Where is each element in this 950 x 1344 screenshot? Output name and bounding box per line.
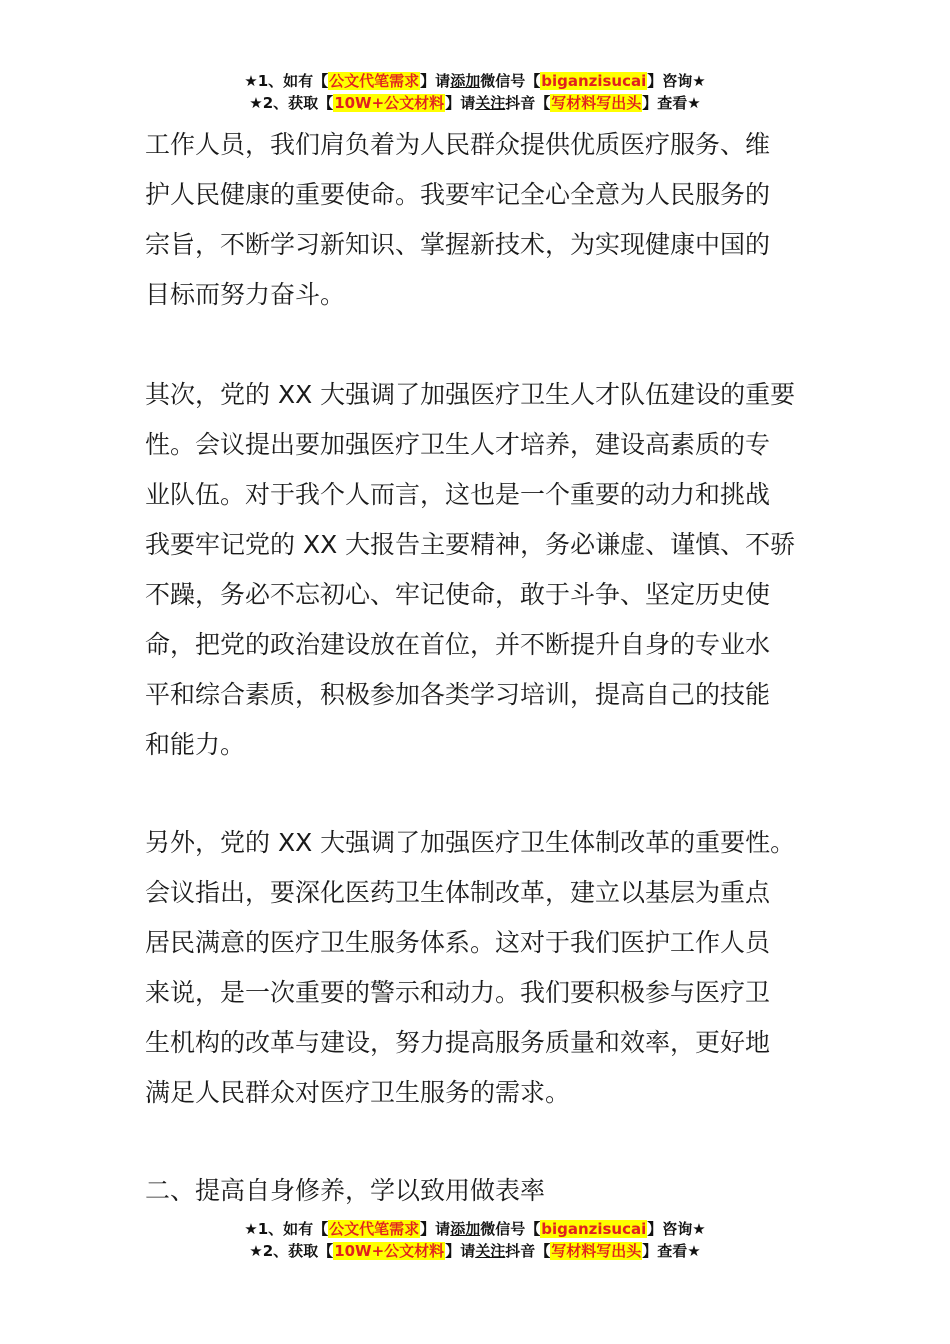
banner-line-1-prefix: ★1、如有【 (244, 72, 329, 90)
banner-line-1-mid2: 微信号【 (480, 72, 541, 90)
footer-line-1-underlined: 添加 (450, 1220, 481, 1238)
section-heading (145, 1166, 810, 1216)
banner-line-2-underlined: 关注 (475, 94, 506, 112)
footer-line-1-suffix: 】咨询★ (647, 1220, 706, 1238)
footer-banner (0, 1218, 950, 1262)
banner-highlight-douyin: 写材料写出头 (551, 94, 642, 112)
footer-line-1-prefix: ★1、如有【 (244, 1220, 329, 1238)
footer-banner-line-2 (0, 1240, 950, 1262)
section-heading-text: 二、提高自身修养，学以致用做表率 (145, 1176, 546, 1205)
footer-line-2-mid1: 】请 (445, 1242, 476, 1260)
banner-line-1 (0, 70, 950, 92)
banner-line-2-prefix: ★2、获取【 (249, 94, 334, 112)
banner-line-1-underlined: 添加 (450, 72, 481, 90)
banner-line-1-suffix: 】咨询★ (647, 72, 706, 90)
banner-line-2 (0, 92, 950, 114)
banner-line-1-mid1: 】请 (420, 72, 451, 90)
footer-highlight-wechat-id: biganzisucai (541, 1220, 647, 1238)
footer-line-2-underlined: 关注 (475, 1242, 506, 1260)
banner-highlight-materials: 10W+公文材料 (334, 94, 445, 112)
paragraph-2-text: 其次，党的 XX 大强调了加强医疗卫生人才队伍建设的重要 性。会议提出要加强医疗卫生人才培养，建设高素质的专 业队伍。对于我个人而言，这也是一个重要的动力和挑战 我要牢记党的 XX 大报告主要精神，务必谦虚、谨慎、不骄 不躁，务必不忘初心、牢记使命，敢于斗争、坚定历史使 命，把党的政治建设放在首位，并不断提升自身的专业水 平和综合素质，积极参加各类学习培训，提高自己的技能 和能力。 (145, 380, 796, 759)
banner-line-2-suffix: 】查看★ (642, 94, 701, 112)
paragraph-1 (145, 120, 810, 320)
banner-line-2-mid2: 抖音【 (505, 94, 551, 112)
footer-highlight-douyin: 写材料写出头 (551, 1242, 642, 1260)
footer-banner-line-1 (0, 1218, 950, 1240)
footer-line-2-mid2: 抖音【 (505, 1242, 551, 1260)
header-banner (0, 70, 950, 114)
paragraph-1-text: 工作人员，我们肩负着为人民群众提供优质医疗服务、维 护人民健康的重要使命。我要牢记全心全意为人民服务的 宗旨，不断学习新知识、掌握新技术，为实现健康中国的 目标而努力奋斗。 (145, 130, 771, 309)
footer-line-1-mid2: 微信号【 (480, 1220, 541, 1238)
paragraph-3 (145, 818, 810, 1118)
banner-line-2-mid1: 】请 (445, 94, 476, 112)
footer-line-1-mid1: 】请 (420, 1220, 451, 1238)
paragraph-2 (145, 370, 810, 770)
banner-highlight-service: 公文代笔需求 (329, 72, 420, 90)
paragraph-3-text: 另外，党的 XX 大强调了加强医疗卫生体制改革的重要性。 会议指出，要深化医药卫生体制改革，建立以基层为重点 居民满意的医疗卫生服务体系。这对于我们医护工作人员 来说，是一次重要的警示和动力。我们要积极参与医疗卫 生机构的改革与建设，努力提高服务质量和效率，更好地 满足人民群众对医疗卫生服务的需求。 (145, 828, 796, 1107)
footer-highlight-service: 公文代笔需求 (329, 1220, 420, 1238)
footer-line-2-suffix: 】查看★ (642, 1242, 701, 1260)
banner-highlight-wechat-id: biganzisucai (541, 72, 647, 90)
footer-line-2-prefix: ★2、获取【 (249, 1242, 334, 1260)
footer-highlight-materials: 10W+公文材料 (334, 1242, 445, 1260)
